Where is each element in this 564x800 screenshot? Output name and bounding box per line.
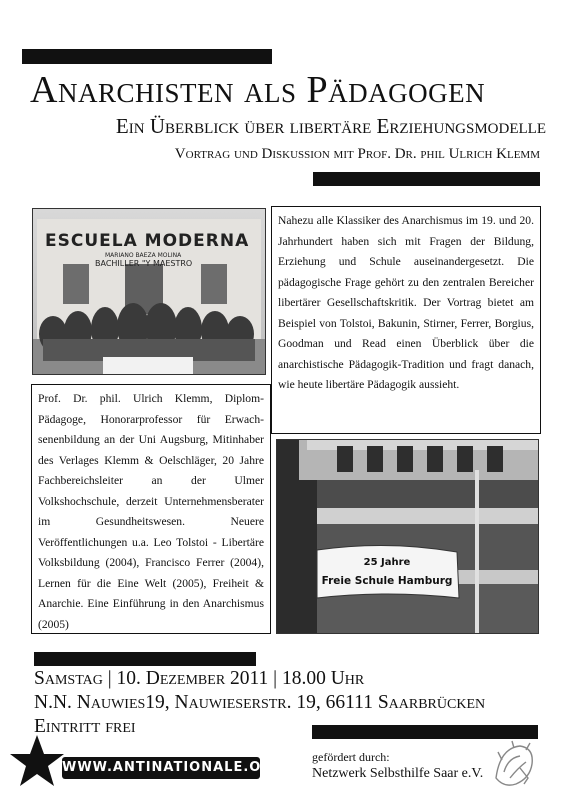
lecture-line: Vortrag und Diskussion mit Prof. Dr. phil Ulrich Klemm <box>174 146 540 162</box>
website-link[interactable]: WWW.ANTINATIONALE.ORG <box>62 757 260 779</box>
bio-text-box <box>31 384 271 634</box>
sponsor-name: Netzwerk Selbsthilfe Saar e.V. <box>312 766 484 781</box>
school-photo <box>32 208 266 375</box>
building-photo <box>276 439 539 634</box>
banner-line-2: Freie Schule Hamburg <box>321 575 453 587</box>
banner-line-1: 25 Jahre <box>363 557 411 568</box>
bar-above-event <box>34 652 256 666</box>
page-title: Anarchisten als Pädagogen <box>30 69 486 111</box>
school-sign-subtext: MARIANO BAEZA MOLINA <box>105 252 182 259</box>
bar-below-event <box>312 725 538 739</box>
event-admission: Eintritt frei <box>34 716 136 737</box>
page-subtitle: Ein Überblick über libertäre Erziehungsmodelle <box>115 114 546 138</box>
school-photo-graphic <box>33 209 265 374</box>
top-bar <box>22 49 272 64</box>
sponsor-logo-icon <box>490 738 538 790</box>
star-icon <box>8 733 66 789</box>
school-sign-text: ESCUELA MODERNA <box>45 231 250 251</box>
building-photo-graphic <box>277 440 538 633</box>
bar-under-header <box>313 172 540 186</box>
school-sign-subtext2: BACHILLER "Y MAESTRO <box>95 259 193 268</box>
event-venue-line: N.N. Nauwies19, Nauwieserstr. 19, 66111 Saarbrücken <box>34 692 486 713</box>
bio-text: Prof. Dr. phil. Ulrich Klemm, Diplom-Pädagoge, Honorarprofessor für Erwachsenenbildung an der Uni Augsburg, Mitinhaber des Verlages Klemm & Oelschläger, 20 Jahre Fachbereichsleiter an der Ulmer Volkshochschule, derzeit Unternehmensberater im Gesundheitswesen. Neuere Veröffentlichungen u.a. Leo Tolstoi - Libertäre Volksbildung (2004), Francisco Ferrer (2004), Lernen für die Eine Welt (2005), Freiheit & Anarchie. Eine Einführung in den Anarchismus (2005) <box>38 392 264 631</box>
sponsor-label: gefördert durch: <box>312 750 390 764</box>
event-date-line: Samstag | 10. Dezember 2011 | 18.00 Uhr <box>34 668 365 689</box>
intro-text: Nahezu alle Klassiker des Anarchismus im 19. und 20. Jahrhundert haben sich mit Fragen der Bildung, Erziehung und Schule auseinandergesetzt. Die pädagogische Frage gehört zu den zentralen Bereicher libertärer Gesellschaftskritik. Der Vortrag bietet am Beispiel von Tolstoi, Bakunin, Stirner, Ferrer, Borgius, Goodman und Read einen Überblick über die anarchistische Pädagogik-Tradition und fragt danach, wie heute libertäre Pädagogik aussieht. <box>278 214 534 391</box>
intro-text-box <box>271 206 541 434</box>
